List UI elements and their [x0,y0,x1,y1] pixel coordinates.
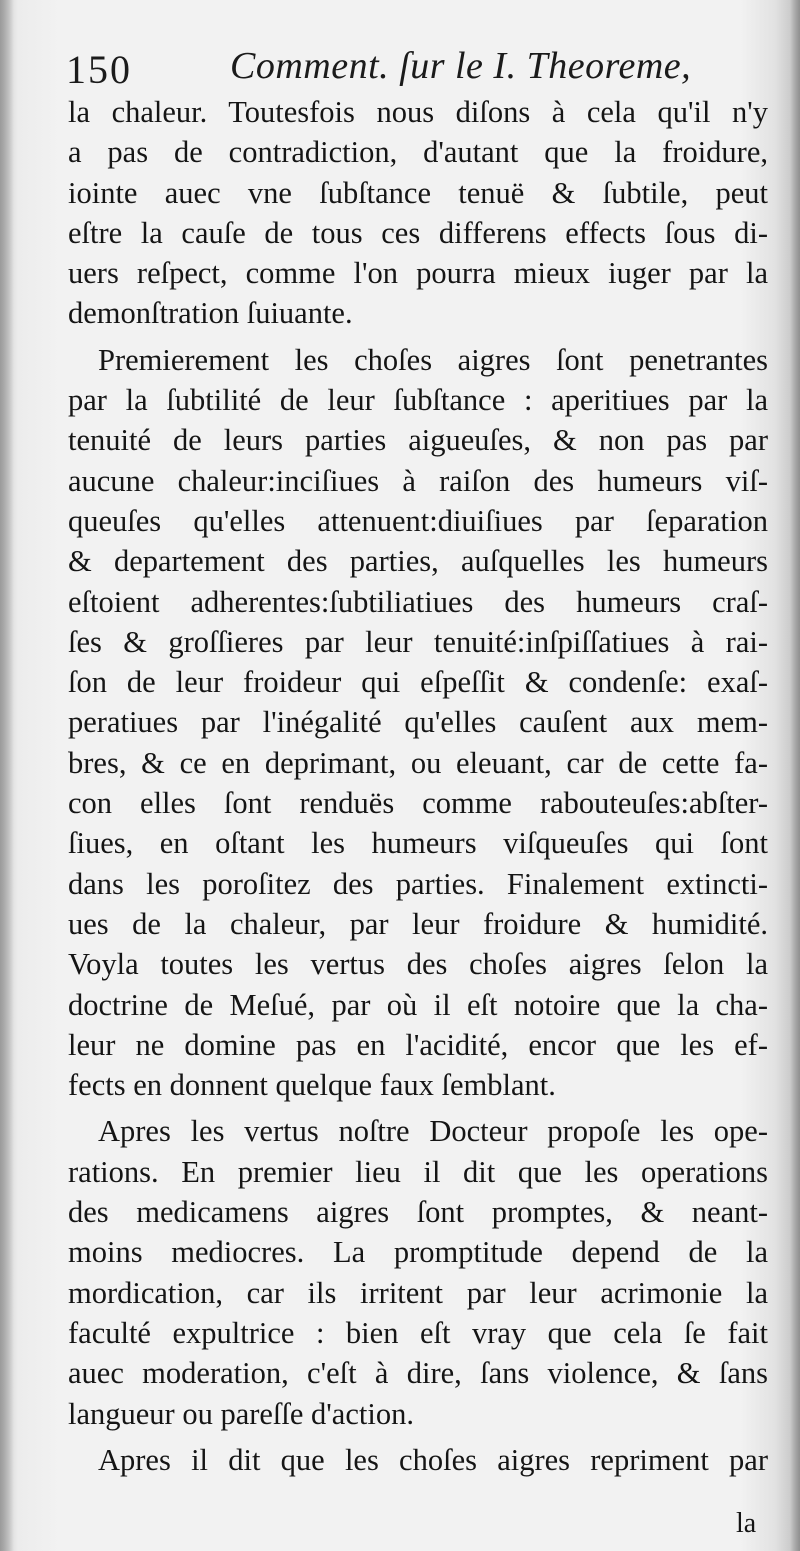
paragraph-4 [68,1440,768,1480]
text-line: langueur ou pareſſe d'action. [68,1396,414,1431]
text-line: ſes & groſſieres par leur tenuité:inſpiſſatiues à rai- [68,624,768,659]
running-head [66,40,756,94]
text-line: par la ſubtilité de leur ſubſtance : aperitiues par la [68,383,768,418]
text-line: ues de la chaleur, par leur froidure & humidité. [68,906,768,941]
text-line: ſiues, en oſtant les humeurs viſqueuſes qui ſont [68,826,768,861]
text-line: peratiues par l'inégalité qu'elles cauſent aux mem- [68,705,768,740]
text-line: tenuité de leurs parties aigueuſes, & non pas par [68,423,768,458]
text-line: iointe auec vne ſubſtance tenuë & ſubtile, peut [68,175,768,210]
body-text [68,92,768,1480]
paragraph-1 [68,92,768,334]
text-line: & departement des parties, auſquelles les humeurs [68,544,768,579]
text-line: mordication, car ils irritent par leur acrimonie la [68,1275,768,1310]
text-line: faculté expultrice : bien eſt vray que cela ſe fait [68,1315,768,1350]
text-line: eſtoient adherentes:ſubtiliatiues des humeurs craſ- [68,584,768,619]
text-line: aucune chaleur:inciſiues à raiſon des humeurs viſ- [68,463,768,498]
text-line: Voyla toutes les vertus des choſes aigres ſelon la [68,947,768,982]
page-number: 150 [66,47,132,92]
text-line: leur ne domine pas en l'acidité, encor que les ef- [68,1027,768,1062]
text-line: moins mediocres. La promptitude depend de la [68,1235,768,1270]
text-line: bres, & ce en deprimant, ou eleuant, car de cette fa- [68,745,768,780]
text-line: auec moderation, c'eſt à dire, ſans violence, & ſans [68,1356,768,1391]
gutter-shadow [0,0,14,1551]
text-line: rations. En premier lieu il dit que les operations [68,1154,768,1189]
text-line: dans les poroſitez des parties. Finalement extincti- [68,866,768,901]
text-line: la chaleur. Toutesfois nous diſons à cela qu'il n'y [68,95,768,129]
running-title: Comment. ſur le I. Theoreme, [230,45,692,87]
text-line: des medicamens aigres ſont promptes, & neant- [68,1195,768,1230]
text-line: Premierement les choſes aigres ſont penetrantes [98,342,768,377]
text-line: Apres les vertus noſtre Docteur propoſe les ope- [98,1114,768,1149]
text-line: demonſtration ſuiuante. [68,296,353,331]
text-line: eſtre la cauſe de tous ces differens effects ſous di- [68,215,768,250]
page-edge [790,0,800,1551]
text-line: queuſes qu'elles attenuent:diuiſiues par ſeparation [68,503,768,538]
text-line: uers reſpect, comme l'on pourra mieux iuger par la [68,256,768,291]
paragraph-2 [68,340,768,1106]
text-line: con elles ſont renduës comme rabouteuſes:abſter- [68,786,768,821]
text-line: a pas de contradiction, d'autant que la froidure, [68,135,768,170]
text-line: ſon de leur froideur qui eſpeſſit & condenſe: exaſ- [68,665,768,700]
paragraph-3 [68,1111,768,1433]
text-line: doctrine de Meſué, par où il eſt notoire que la cha- [68,987,768,1022]
text-line: fects en donnent quelque faux ſemblant. [68,1068,556,1103]
text-line: Apres il dit que les choſes aigres repriment par [98,1442,768,1477]
catchword: la [736,1508,757,1539]
